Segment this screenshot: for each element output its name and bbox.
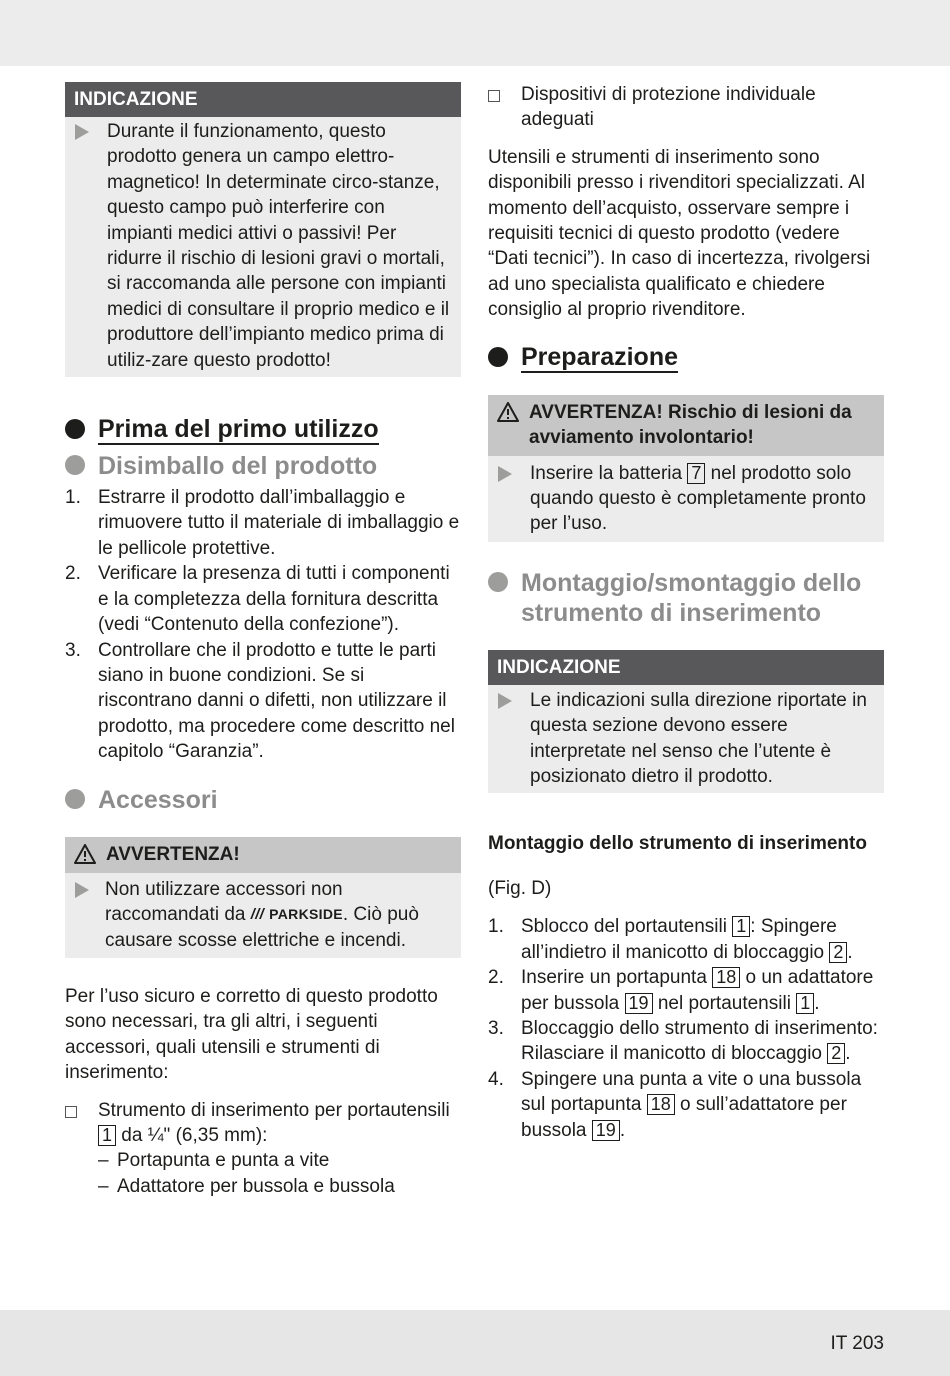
bullet-dot-icon [65, 419, 85, 439]
bullet-dot-icon [488, 347, 508, 367]
checkbox-square-icon [65, 1106, 77, 1118]
section-heading: Preparazione [488, 343, 884, 373]
warning-box-text: Inserire la batteria 7 nel prodotto solo quando questo è completamente pronto per l’uso. [530, 462, 866, 535]
triangle-bullet-icon [75, 882, 89, 898]
part-number: 19 [592, 1120, 620, 1141]
triangle-bullet-icon [498, 693, 512, 709]
sub-heading: Montaggio dello strumento di inserimento [488, 832, 867, 854]
list-item: 4. Spingere una punta a vite o una bussola sul portapunta 18 o sull’adattatore per bussola 19 . [488, 1068, 862, 1141]
warning-triangle-icon [74, 844, 96, 864]
part-number: 1 [98, 1125, 116, 1146]
note-box-title: INDICAZIONE [488, 650, 884, 685]
part-number: 18 [647, 1094, 675, 1115]
triangle-bullet-icon [75, 124, 89, 140]
section-heading: Prima del primo utilizzo [65, 415, 461, 445]
subsection-heading: Montaggio/smontaggio dello strumento di inserimento [488, 568, 884, 628]
mount-steps [488, 914, 884, 1143]
sub-list-item: – Adattatore per bussola e bussola [98, 1175, 395, 1197]
subsection-heading: Disimballo del prodotto [65, 451, 461, 481]
list-item: Dispositivi di protezione individuale adeguati [488, 82, 884, 133]
warning-triangle-icon [497, 402, 519, 422]
bullet-dot-icon [65, 455, 85, 475]
accessories-intro: Per l’uso sicuro e corretto di questo prodotto sono necessari, tra gli altri, i seguenti accessori, quali utensili e strumenti di inserimento: [65, 986, 438, 1084]
warning-box-text: Non utilizzare accessori non raccomandati da /// PARKSIDE . Ciò può causare scosse elettriche e incendi. [105, 878, 419, 951]
page-number: IT 203 [830, 1333, 884, 1354]
note-box [488, 650, 884, 793]
list-item: 3. Controllare che il prodotto e tutte le parti siano in buone condizioni. Se si riscontrano danni o difetti, non utilizzare il prodotto, ma procedere come descritto nel capitolo “Garanzia”. [65, 639, 455, 763]
figure-reference: (Fig. D) [488, 877, 552, 899]
page-header-band [0, 0, 950, 66]
part-number: 2 [827, 1043, 845, 1064]
checkbox-square-icon [488, 90, 500, 102]
part-number: 1 [796, 993, 814, 1014]
part-number: 2 [829, 942, 847, 963]
note-box-title: INDICAZIONE [65, 82, 461, 117]
subsection-heading: Accessori [65, 785, 461, 815]
warning-box-title: AVVERTENZA! Rischio di lesioni da avviamento involontario! [488, 395, 884, 456]
part-number: 19 [625, 993, 653, 1014]
list-item: 1. Estrarre il prodotto dall’imballaggio e rimuovere tutto il materiale di imballaggio e le pellicole protettive. [65, 487, 460, 559]
list-item: 1. Sblocco del portautensili 1 : Spingere all’indietro il manicotto di bloccaggio 2 . [488, 916, 853, 963]
warning-box [488, 395, 884, 542]
sub-list-item: – Portapunta e punta a vite [98, 1150, 330, 1172]
right-column [488, 82, 884, 1143]
left-column [65, 82, 461, 1199]
bullet-dot-icon [65, 789, 85, 809]
bullet-dot-icon [488, 572, 508, 592]
tools-paragraph: Utensili e strumenti di inserimento sono disponibili presso i rivenditori specializzati. Al momento dell’acquisto, osservare sempre i requisiti tecnici di questo prodotto (vedere “Dati tecnici”). In caso di incertezza, rivolgersi ad uno specialista qualificato e chiedere consiglio al proprio rivenditore. [488, 146, 871, 321]
warning-box [65, 837, 461, 959]
note-box-text: Durante il funzionamento, questo prodotto genera un campo elettro-magnetico! In determinate circo-stanze, questo campo può interferire con impianti medici attivi o passivi! Per ridurre il rischio di lesioni gravi o mortali, si raccomanda alle persone con impianti medici di consultare il proprio medico e il produttore dell’impianto medico prima di utiliz-zare questo prodotto! [107, 121, 450, 371]
parkside-logo: /// PARKSIDE [250, 906, 343, 924]
note-box [65, 82, 461, 377]
unpack-steps [65, 485, 461, 764]
part-number: 7 [687, 463, 705, 484]
note-box-text: Le indicazioni sulla direzione riportate in questa sezione devono essere interpretate nel senso che l’utente è posizionato dietro il prodotto. [530, 689, 867, 788]
part-number: 18 [712, 967, 740, 988]
part-number: 1 [732, 916, 750, 937]
list-item: 2. Inserire un portapunta 18 o un adattatore per bussola 19 nel portautensili 1 . [488, 967, 874, 1014]
triangle-bullet-icon [498, 466, 512, 482]
warning-box-title: AVVERTENZA! [65, 837, 461, 873]
page-footer-band [0, 1310, 950, 1376]
list-item: Strumento di inserimento per portautensili 1 da ¼" (6,35 mm): – Portapunta e punta a vite – Adattatore per bussola e bussola [65, 1098, 461, 1200]
list-item: 3. Bloccaggio dello strumento di inserimento: Rilasciare il manicotto di bloccaggio 2 . [488, 1017, 878, 1065]
list-item: 2. Verificare la presenza di tutti i componenti e la completezza della fornitura descritta (vedi “Contenuto della confezione”). [65, 563, 450, 636]
